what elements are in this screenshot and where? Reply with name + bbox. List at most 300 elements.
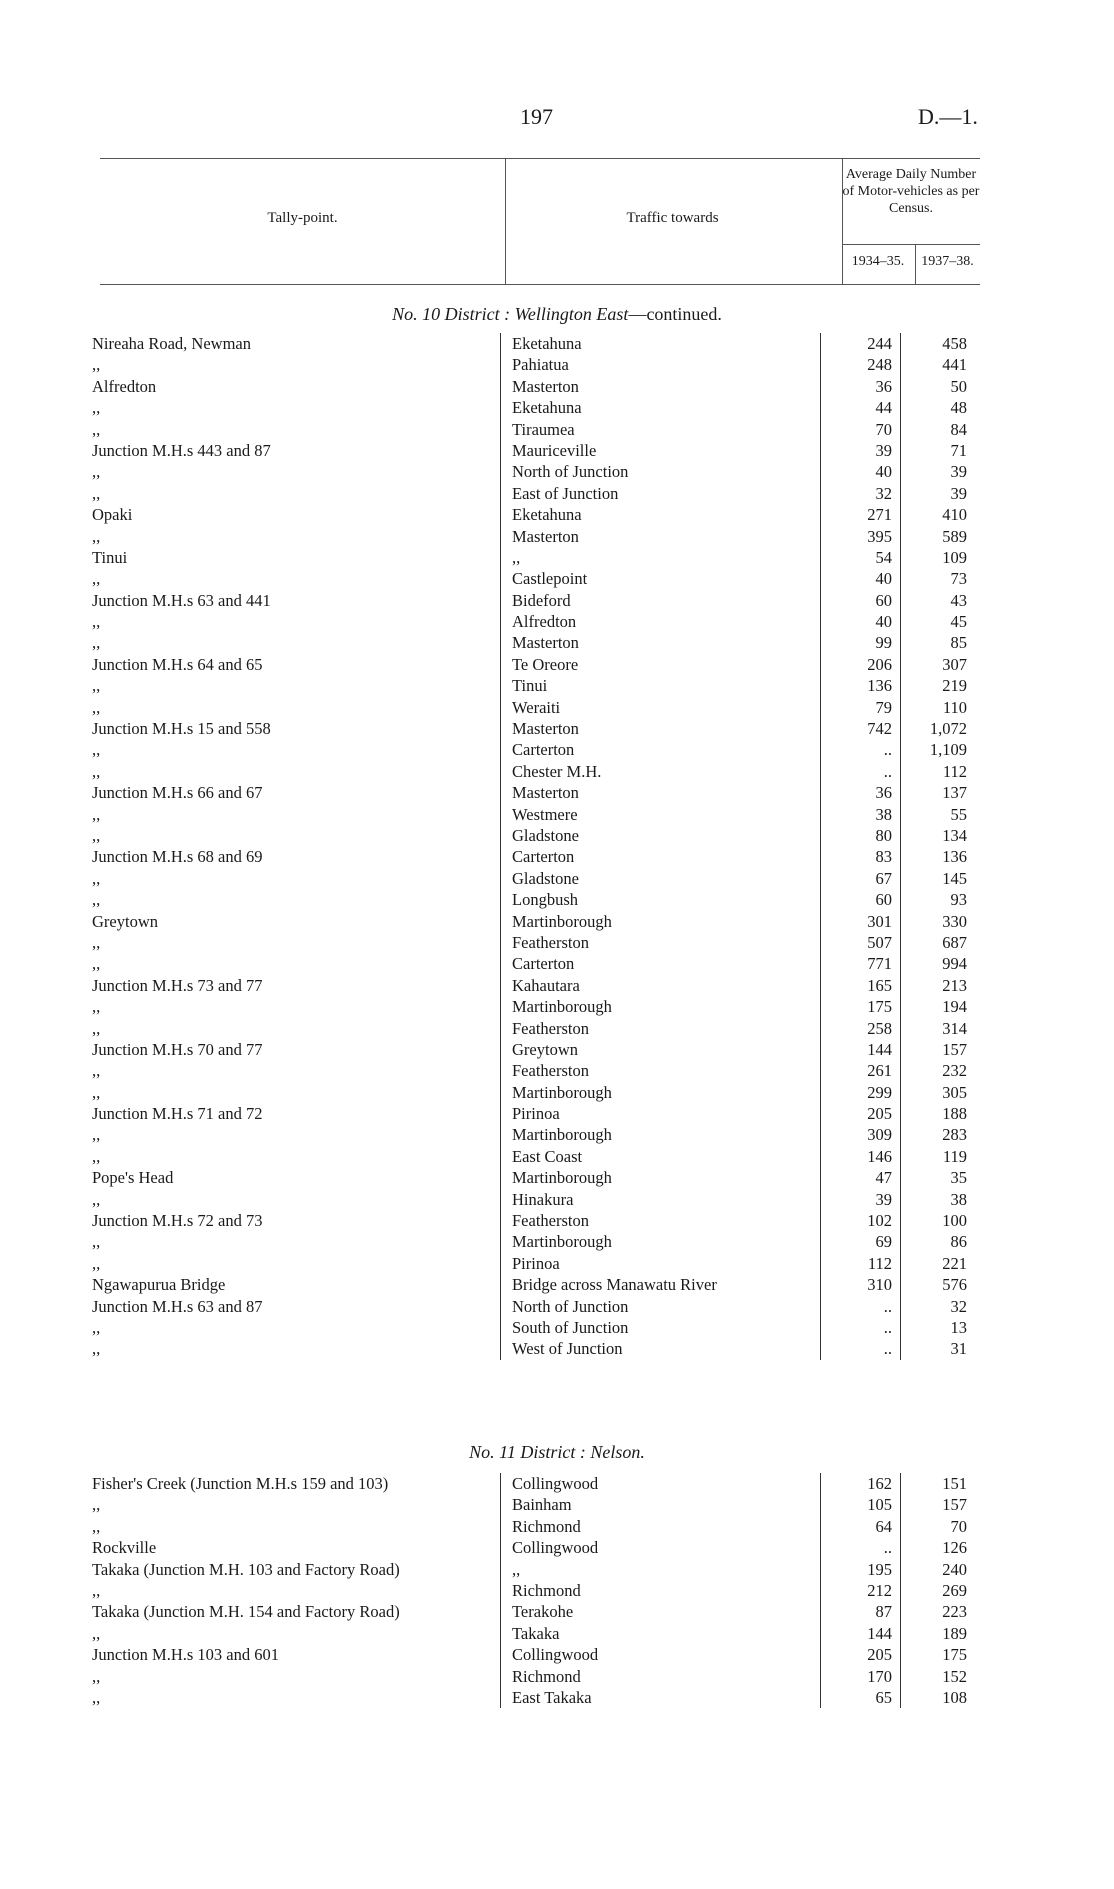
traffic-towards-cell: Takaka — [512, 1623, 560, 1643]
traffic-towards-cell: South of Junction — [512, 1317, 629, 1337]
traffic-towards-cell: Westmere — [512, 804, 578, 824]
table-row — [92, 1644, 982, 1665]
tally-point-cell: Junction M.H.s 73 and 77 — [92, 975, 263, 995]
value-1937-38-cell: 50 — [950, 376, 967, 396]
value-1934-35-cell: 79 — [875, 697, 892, 717]
value-1937-38-cell: 189 — [942, 1623, 967, 1643]
traffic-towards-cell: Pirinoa — [512, 1104, 560, 1124]
value-1937-38-cell: 175 — [942, 1645, 967, 1665]
section-title-suffix: —continued. — [628, 304, 722, 324]
tally-point-cell: ,, — [92, 483, 101, 503]
value-1934-35-cell: 65 — [875, 1687, 892, 1707]
value-1934-35-cell: 40 — [875, 569, 892, 589]
traffic-towards-cell: Te Oreore — [512, 654, 579, 674]
table-row — [92, 761, 982, 782]
table-row — [92, 739, 982, 760]
value-1934-35-cell: 175 — [867, 997, 892, 1017]
table-row — [92, 333, 982, 354]
value-1934-35-cell: 99 — [875, 633, 892, 653]
tally-point-cell: Rockville — [92, 1538, 157, 1558]
traffic-towards-cell: Tiraumea — [512, 419, 575, 439]
tally-point-cell: Junction M.H.s 64 and 65 — [92, 654, 263, 674]
tally-point-cell: ,, — [92, 804, 101, 824]
traffic-towards-cell: Featherston — [512, 1061, 589, 1081]
traffic-towards-cell: Chester M.H. — [512, 761, 602, 781]
tally-point-cell: Junction M.H.s 443 and 87 — [92, 440, 271, 460]
value-1934-35-cell: .. — [883, 1296, 892, 1316]
tally-point-cell: Junction M.H.s 63 and 87 — [92, 1296, 263, 1316]
traffic-towards-cell: Carterton — [512, 954, 575, 974]
header-top-rule — [100, 158, 980, 159]
traffic-towards-cell: Featherston — [512, 932, 589, 952]
table-row — [92, 889, 982, 910]
value-1937-38-cell: 221 — [942, 1253, 967, 1273]
table-row — [92, 1060, 982, 1081]
value-1937-38-cell: 283 — [942, 1125, 967, 1145]
traffic-towards-cell: Longbush — [512, 890, 578, 910]
traffic-towards-cell: Bideford — [512, 590, 571, 610]
table-row — [92, 397, 982, 418]
value-1934-35-cell: 212 — [867, 1580, 892, 1600]
table-row — [92, 1494, 982, 1515]
value-1937-38-cell: 314 — [942, 1018, 967, 1038]
table-row — [92, 846, 982, 867]
table-row — [92, 483, 982, 504]
value-1934-35-cell: 301 — [867, 911, 892, 931]
value-1937-38-cell: 110 — [942, 697, 967, 717]
value-1937-38-cell: 55 — [950, 804, 967, 824]
value-1937-38-cell: 188 — [942, 1104, 967, 1124]
traffic-towards-cell: Kahautara — [512, 975, 580, 995]
tally-point-cell: ,, — [92, 462, 101, 482]
traffic-towards-cell: ,, — [512, 1559, 521, 1579]
value-1934-35-cell: 206 — [867, 654, 892, 674]
traffic-towards-cell: Featherston — [512, 1211, 589, 1231]
value-1937-38-cell: 194 — [942, 997, 967, 1017]
column-header-average-daily: Average Daily Number of Motor-vehicles as per Census. — [842, 167, 980, 216]
tally-point-cell: Junction M.H.s 63 and 441 — [92, 590, 271, 610]
tally-point-cell: ,, — [92, 1516, 101, 1536]
value-1937-38-cell: 687 — [942, 932, 967, 952]
section-title-prefix: No. 10 District : — [392, 304, 511, 324]
column-divider — [900, 1473, 901, 1708]
value-1934-35-cell: 87 — [875, 1602, 892, 1622]
column-divider — [900, 333, 901, 1360]
value-1937-38-cell: 1,109 — [929, 740, 967, 760]
traffic-towards-cell: Richmond — [512, 1666, 581, 1686]
value-1934-35-cell: 395 — [867, 526, 892, 546]
table-row — [92, 932, 982, 953]
value-1934-35-cell: 80 — [875, 825, 892, 845]
value-1934-35-cell: 165 — [867, 975, 892, 995]
value-1937-38-cell: 45 — [950, 612, 967, 632]
value-1937-38-cell: 84 — [950, 419, 967, 439]
table-row — [92, 1601, 982, 1622]
document-code: D.—1. — [918, 104, 978, 129]
value-1937-38-cell: 48 — [950, 398, 967, 418]
tally-point-cell: ,, — [92, 1253, 101, 1273]
value-1934-35-cell: 39 — [875, 1189, 892, 1209]
table-header — [100, 158, 980, 288]
table-wellington-east — [92, 333, 982, 1360]
tally-point-cell: ,, — [92, 890, 101, 910]
traffic-towards-cell: Castlepoint — [512, 569, 588, 589]
table-row — [92, 953, 982, 974]
table-row — [92, 1253, 982, 1274]
traffic-towards-cell: Martinborough — [512, 911, 612, 931]
table-row — [92, 1018, 982, 1039]
tally-point-cell: Ngawapurua Bridge — [92, 1275, 226, 1295]
page-number: 197 — [520, 104, 553, 129]
table-row — [92, 526, 982, 547]
table-row — [92, 1210, 982, 1231]
value-1937-38-cell: 576 — [942, 1275, 967, 1295]
traffic-towards-cell: Eketahuna — [512, 398, 582, 418]
value-1934-35-cell: 83 — [875, 847, 892, 867]
table-row — [92, 1537, 982, 1558]
value-1937-38-cell: 13 — [950, 1317, 967, 1337]
value-1937-38-cell: 410 — [942, 505, 967, 525]
tally-point-cell: ,, — [92, 1339, 101, 1359]
table-row — [92, 547, 982, 568]
value-1934-35-cell: 40 — [875, 462, 892, 482]
value-1934-35-cell: 146 — [867, 1146, 892, 1166]
traffic-towards-cell: Eketahuna — [512, 505, 582, 525]
traffic-towards-cell: Greytown — [512, 1039, 578, 1059]
traffic-towards-cell: Martinborough — [512, 1168, 612, 1188]
value-1934-35-cell: 170 — [867, 1666, 892, 1686]
traffic-towards-cell: Carterton — [512, 740, 575, 760]
value-1934-35-cell: 64 — [875, 1516, 892, 1536]
value-1937-38-cell: 151 — [942, 1474, 967, 1493]
traffic-towards-cell: Featherston — [512, 1018, 589, 1038]
table-row — [92, 590, 982, 611]
value-1934-35-cell: 248 — [867, 355, 892, 375]
value-1937-38-cell: 134 — [942, 825, 967, 845]
tally-point-cell: ,, — [92, 1317, 101, 1337]
column-header-traffic-towards: Traffic towards — [626, 210, 719, 226]
tally-point-cell: Tinui — [92, 547, 128, 567]
traffic-towards-cell: Carterton — [512, 847, 575, 867]
tally-point-cell: ,, — [92, 932, 101, 952]
traffic-towards-cell: Martinborough — [512, 1232, 612, 1252]
tally-point-cell: ,, — [92, 1125, 101, 1145]
tally-point-cell: ,, — [92, 1189, 101, 1209]
tally-point-cell: ,, — [92, 1232, 101, 1252]
traffic-towards-cell: Martinborough — [512, 997, 612, 1017]
value-1937-38-cell: 100 — [942, 1211, 967, 1231]
column-header-1937-38: 1937–38. — [921, 254, 974, 269]
traffic-towards-cell: Martinborough — [512, 1125, 612, 1145]
table-row — [92, 1146, 982, 1167]
column-divider — [500, 1473, 501, 1708]
value-1934-35-cell: 299 — [867, 1082, 892, 1102]
value-1934-35-cell: 70 — [875, 419, 892, 439]
table-row — [92, 504, 982, 525]
value-1937-38-cell: 119 — [942, 1146, 967, 1166]
tally-point-cell: Junction M.H.s 71 and 72 — [92, 1104, 263, 1124]
value-1934-35-cell: 112 — [867, 1253, 892, 1273]
tally-point-cell: Junction M.H.s 66 and 67 — [92, 783, 263, 803]
value-1937-38-cell: 112 — [942, 761, 967, 781]
table-row — [92, 1167, 982, 1188]
value-1934-35-cell: 310 — [867, 1275, 892, 1295]
tally-point-cell: Pope's Head — [92, 1168, 174, 1188]
section-title-prefix: No. 11 District : — [469, 1442, 586, 1462]
tally-point-cell: ,, — [92, 1082, 101, 1102]
table-row — [92, 440, 982, 461]
table-row — [92, 675, 982, 696]
header-sub-rule — [842, 244, 980, 245]
value-1937-38-cell: 589 — [942, 526, 967, 546]
tally-point-cell: Junction M.H.s 103 and 601 — [92, 1645, 279, 1665]
value-1934-35-cell: 69 — [875, 1232, 892, 1252]
tally-point-cell: ,, — [92, 1495, 101, 1515]
tally-point-cell: ,, — [92, 1687, 101, 1707]
table-row — [92, 376, 982, 397]
value-1937-38-cell: 35 — [950, 1168, 967, 1188]
value-1937-38-cell: 39 — [950, 462, 967, 482]
traffic-towards-cell: Richmond — [512, 1516, 581, 1536]
value-1937-38-cell: 157 — [942, 1495, 967, 1515]
value-1937-38-cell: 213 — [942, 975, 967, 995]
value-1934-35-cell: 136 — [867, 676, 892, 696]
column-header-tally-point: Tally-point. — [267, 210, 338, 226]
value-1937-38-cell: 157 — [942, 1039, 967, 1059]
value-1937-38-cell: 39 — [950, 483, 967, 503]
value-1937-38-cell: 223 — [942, 1602, 967, 1622]
tally-point-cell: ,, — [92, 419, 101, 439]
table-row — [92, 1623, 982, 1644]
value-1937-38-cell: 994 — [942, 954, 967, 974]
value-1937-38-cell: 330 — [942, 911, 967, 931]
traffic-towards-cell: Tinui — [512, 676, 548, 696]
value-1937-38-cell: 307 — [942, 654, 967, 674]
value-1934-35-cell: .. — [883, 1538, 892, 1558]
tally-point-cell: Fisher's Creek (Junction M.H.s 159 and 103) — [92, 1474, 389, 1493]
table-row — [92, 1473, 982, 1494]
table-row — [92, 1516, 982, 1537]
traffic-towards-cell: Bridge across Manawatu River — [512, 1275, 717, 1295]
value-1937-38-cell: 219 — [942, 676, 967, 696]
value-1937-38-cell: 71 — [950, 440, 967, 460]
tally-point-cell: ,, — [92, 526, 101, 546]
value-1934-35-cell: 32 — [875, 483, 892, 503]
table-row — [92, 911, 982, 932]
tally-point-cell: Junction M.H.s 70 and 77 — [92, 1039, 263, 1059]
table-row — [92, 697, 982, 718]
value-1937-38-cell: 137 — [942, 783, 967, 803]
table-row — [92, 804, 982, 825]
table-row — [92, 868, 982, 889]
table-row — [92, 1317, 982, 1338]
tally-point-cell: Nireaha Road, Newman — [92, 334, 251, 353]
value-1934-35-cell: 507 — [867, 932, 892, 952]
value-1937-38-cell: 145 — [942, 868, 967, 888]
table-row — [92, 1559, 982, 1580]
traffic-towards-cell: Martinborough — [512, 1082, 612, 1102]
traffic-towards-cell: Masterton — [512, 633, 579, 653]
value-1934-35-cell: 258 — [867, 1018, 892, 1038]
tally-point-cell: ,, — [92, 398, 101, 418]
value-1937-38-cell: 152 — [942, 1666, 967, 1686]
tally-point-cell: Opaki — [92, 505, 133, 525]
value-1934-35-cell: .. — [883, 740, 892, 760]
tally-point-cell: Junction M.H.s 72 and 73 — [92, 1211, 263, 1231]
value-1934-35-cell: 271 — [867, 505, 892, 525]
tally-point-cell: ,, — [92, 355, 101, 375]
value-1934-35-cell: 309 — [867, 1125, 892, 1145]
traffic-towards-cell: Bainham — [512, 1495, 572, 1515]
value-1937-38-cell: 85 — [950, 633, 967, 653]
value-1937-38-cell: 86 — [950, 1232, 967, 1252]
traffic-towards-cell: Collingwood — [512, 1645, 599, 1665]
value-1934-35-cell: 261 — [867, 1061, 892, 1081]
value-1934-35-cell: 36 — [875, 376, 892, 396]
table-row — [92, 1338, 982, 1359]
value-1937-38-cell: 240 — [942, 1559, 967, 1579]
column-divider — [820, 333, 821, 1360]
traffic-towards-cell: Pirinoa — [512, 1253, 560, 1273]
table-row — [92, 1580, 982, 1601]
tally-point-cell: Greytown — [92, 911, 158, 931]
column-header-1934-35: 1934–35. — [851, 254, 905, 269]
traffic-towards-cell: Masterton — [512, 783, 579, 803]
table-row — [92, 632, 982, 653]
tally-point-cell: Alfredton — [92, 376, 157, 396]
value-1934-35-cell: 195 — [867, 1559, 892, 1579]
tally-point-cell: ,, — [92, 1623, 101, 1643]
table-row — [92, 354, 982, 375]
traffic-towards-cell: Terakohe — [512, 1602, 574, 1622]
tally-point-cell: ,, — [92, 633, 101, 653]
value-1934-35-cell: 44 — [875, 398, 892, 418]
table-row — [92, 1082, 982, 1103]
tally-point-cell: Takaka (Junction M.H. 103 and Factory Road) — [92, 1559, 400, 1579]
tally-point-cell: ,, — [92, 1018, 101, 1038]
tally-point-cell: Takaka (Junction M.H. 154 and Factory Road) — [92, 1602, 400, 1622]
value-1937-38-cell: 43 — [950, 590, 967, 610]
tally-point-cell: ,, — [92, 868, 101, 888]
tally-point-cell: ,, — [92, 740, 101, 760]
traffic-towards-cell: East Takaka — [512, 1687, 592, 1707]
value-1934-35-cell: .. — [883, 1317, 892, 1337]
column-divider — [820, 1473, 821, 1708]
traffic-towards-cell: Collingwood — [512, 1538, 599, 1558]
value-1937-38-cell: 70 — [950, 1516, 967, 1536]
table-row — [92, 996, 982, 1017]
traffic-towards-cell: Masterton — [512, 376, 579, 396]
tally-point-cell: ,, — [92, 1146, 101, 1166]
value-1937-38-cell: 232 — [942, 1061, 967, 1081]
traffic-towards-cell: North of Junction — [512, 462, 629, 482]
value-1934-35-cell: 38 — [875, 804, 892, 824]
traffic-towards-cell: Hinakura — [512, 1189, 574, 1209]
value-1937-38-cell: 458 — [942, 334, 967, 353]
value-1934-35-cell: 742 — [867, 719, 892, 739]
traffic-towards-cell: East of Junction — [512, 483, 619, 503]
traffic-towards-cell: Weraiti — [512, 697, 561, 717]
value-1937-38-cell: 305 — [942, 1082, 967, 1102]
value-1934-35-cell: 205 — [867, 1645, 892, 1665]
traffic-towards-cell: East Coast — [512, 1146, 583, 1166]
value-1934-35-cell: 54 — [875, 547, 892, 567]
value-1937-38-cell: 441 — [942, 355, 967, 375]
tally-point-cell: ,, — [92, 1061, 101, 1081]
tally-point-cell: ,, — [92, 997, 101, 1017]
table-row — [92, 1039, 982, 1060]
value-1934-35-cell: 60 — [875, 590, 892, 610]
value-1937-38-cell: 38 — [950, 1189, 967, 1209]
table-row — [92, 1124, 982, 1145]
table-row — [92, 419, 982, 440]
traffic-towards-cell: Gladstone — [512, 825, 579, 845]
header-bottom-rule — [100, 284, 980, 285]
tally-point-cell: Junction M.H.s 68 and 69 — [92, 847, 263, 867]
traffic-towards-cell: North of Junction — [512, 1296, 629, 1316]
table-row — [92, 1231, 982, 1252]
table-row — [92, 654, 982, 675]
value-1934-35-cell: 105 — [867, 1495, 892, 1515]
table-row — [92, 1296, 982, 1317]
value-1937-38-cell: 93 — [950, 890, 967, 910]
table-row — [92, 782, 982, 803]
value-1937-38-cell: 269 — [942, 1580, 967, 1600]
traffic-towards-cell: Masterton — [512, 719, 579, 739]
section-title-main: Wellington East — [514, 304, 629, 324]
traffic-towards-cell: Masterton — [512, 526, 579, 546]
column-divider — [500, 333, 501, 1360]
value-1934-35-cell: 144 — [867, 1623, 892, 1643]
value-1937-38-cell: 1,072 — [929, 719, 967, 739]
value-1934-35-cell: 67 — [875, 868, 892, 888]
tally-point-cell: ,, — [92, 569, 101, 589]
traffic-towards-cell: Gladstone — [512, 868, 579, 888]
traffic-towards-cell: Pahiatua — [512, 355, 569, 375]
table-row — [92, 825, 982, 846]
value-1934-35-cell: 771 — [867, 954, 892, 974]
table-row — [92, 1274, 982, 1295]
table-row — [92, 975, 982, 996]
value-1937-38-cell: 109 — [942, 547, 967, 567]
traffic-towards-cell: Eketahuna — [512, 334, 582, 353]
tally-point-cell: ,, — [92, 1580, 101, 1600]
section-title-main: Nelson. — [590, 1442, 645, 1462]
table-row — [92, 718, 982, 739]
table-row — [92, 1189, 982, 1210]
value-1934-35-cell: 144 — [867, 1039, 892, 1059]
value-1934-35-cell: 39 — [875, 440, 892, 460]
traffic-towards-cell: Mauriceville — [512, 440, 597, 460]
tally-point-cell: ,, — [92, 954, 101, 974]
value-1934-35-cell: .. — [883, 761, 892, 781]
value-1937-38-cell: 126 — [942, 1538, 967, 1558]
traffic-towards-cell: West of Junction — [512, 1339, 623, 1359]
value-1934-35-cell: 47 — [875, 1168, 892, 1188]
section-title-nelson — [0, 1442, 1114, 1463]
table-nelson — [92, 1473, 982, 1708]
traffic-towards-cell: ,, — [512, 547, 521, 567]
value-1934-35-cell: 205 — [867, 1104, 892, 1124]
value-1937-38-cell: 32 — [950, 1296, 967, 1316]
tally-point-cell: ,, — [92, 1666, 101, 1686]
tally-point-cell: ,, — [92, 676, 101, 696]
value-1934-35-cell: 40 — [875, 612, 892, 632]
table-row — [92, 461, 982, 482]
value-1937-38-cell: 136 — [942, 847, 967, 867]
value-1934-35-cell: 162 — [867, 1474, 892, 1493]
traffic-towards-cell: Collingwood — [512, 1474, 599, 1493]
